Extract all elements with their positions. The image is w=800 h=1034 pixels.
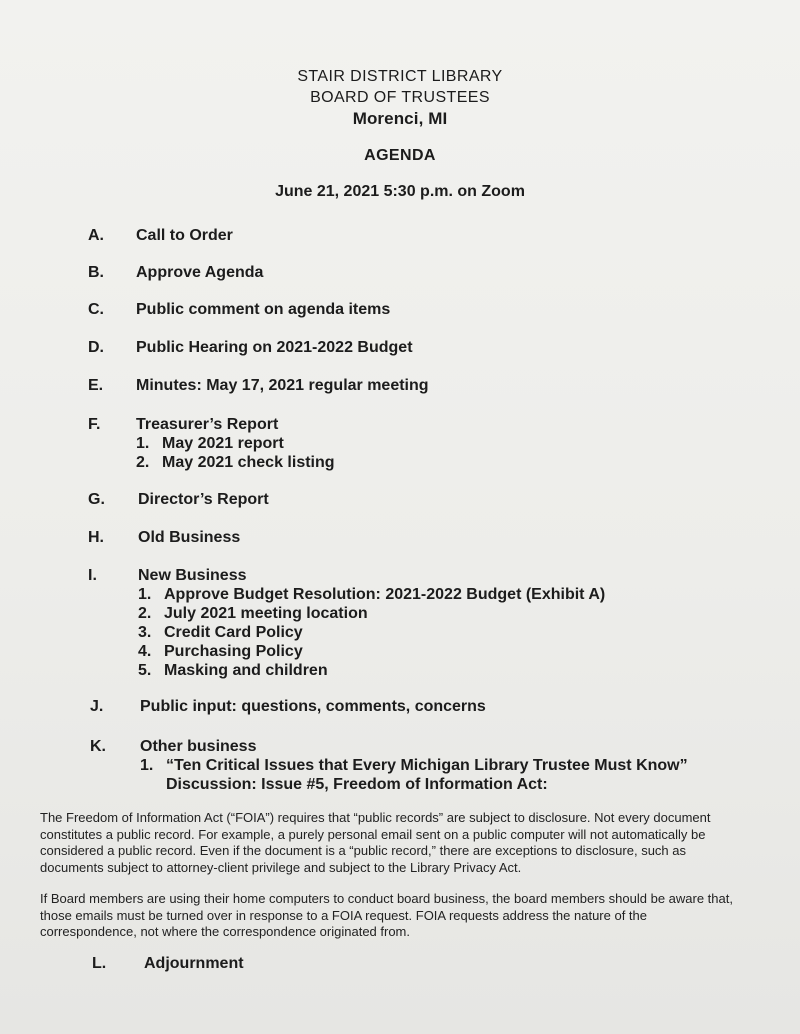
subitem bbox=[138, 623, 605, 642]
item-title: Public input: questions, comments, concerns bbox=[140, 698, 486, 715]
item-letter: J. bbox=[90, 698, 104, 715]
meeting-date: June 21, 2021 5:30 p.m. on Zoom bbox=[275, 183, 525, 200]
subitem-text-continued: Discussion: Issue #5, Freedom of Information Act: bbox=[166, 776, 548, 793]
item-letter: E. bbox=[88, 377, 104, 394]
item-letter: F. bbox=[88, 416, 101, 433]
item-title: Treasurer’s Report bbox=[136, 416, 279, 433]
item-title: Public Hearing on 2021-2022 Budget bbox=[136, 339, 413, 356]
subitem-number: 2. bbox=[138, 605, 152, 622]
subitem-text: Purchasing Policy bbox=[164, 643, 303, 660]
subitem-text: Credit Card Policy bbox=[164, 624, 303, 641]
subitem-number: 3. bbox=[138, 624, 152, 641]
foia-paragraph-2: If Board members are using their home computers to conduct board business, the board members should be aware that, those emails must be turned over in response to a FOIA request. FOIA requests address the nature of the correspondence, not where the correspondence originated from. bbox=[40, 891, 733, 939]
item-letter: L. bbox=[92, 955, 107, 972]
item-title: Approve Agenda bbox=[136, 264, 264, 281]
subitem bbox=[140, 756, 688, 794]
item-letter: C. bbox=[88, 301, 104, 318]
subitem bbox=[138, 661, 605, 680]
subitem-text: “Ten Critical Issues that Every Michigan Library Trustee Must Know” bbox=[166, 757, 688, 774]
subitem-number: 1. bbox=[140, 757, 154, 774]
subitem-number: 5. bbox=[138, 662, 152, 679]
item-title: Old Business bbox=[138, 529, 241, 546]
item-letter: K. bbox=[90, 738, 106, 755]
item-letter: B. bbox=[88, 264, 104, 281]
item-letter: H. bbox=[88, 529, 104, 546]
subitem-number: 2. bbox=[136, 454, 150, 471]
subitem-text: Approve Budget Resolution: 2021-2022 Budget (Exhibit A) bbox=[164, 586, 606, 603]
item-letter: A. bbox=[88, 227, 104, 244]
subitem-number: 1. bbox=[136, 435, 150, 452]
subitem bbox=[138, 604, 605, 623]
item-title: Adjournment bbox=[144, 955, 244, 972]
location: Morenci, MI bbox=[352, 109, 448, 128]
subitem bbox=[138, 642, 605, 661]
subitem-number: 4. bbox=[138, 643, 152, 660]
foia-paragraph-1: The Freedom of Information Act (“FOIA”) requires that “public records” are subject to disclosure. Not every document constitutes a public record. For example, a purely personal email sent on a public computer will not automatically be considered a public record. Even if the document is a “public record,” there are exceptions to disclosure, such as documents subject to attorney-client privilege and subject to the Library Privacy Act. bbox=[40, 810, 711, 875]
subitem bbox=[136, 434, 335, 453]
subitem-text: Masking and children bbox=[164, 662, 328, 679]
item-title: Director’s Report bbox=[138, 491, 269, 508]
subitem-text: May 2021 check listing bbox=[162, 454, 335, 471]
agenda-title: AGENDA bbox=[364, 147, 436, 164]
subitem bbox=[136, 453, 335, 472]
subitem-text: July 2021 meeting location bbox=[164, 605, 368, 622]
subitem bbox=[138, 585, 605, 604]
item-title: Call to Order bbox=[136, 227, 233, 244]
subitem-list bbox=[138, 585, 605, 680]
subitem-text: May 2021 report bbox=[162, 435, 284, 452]
item-title: Other business bbox=[140, 738, 257, 755]
item-title: Public comment on agenda items bbox=[136, 301, 391, 318]
item-title: New Business bbox=[138, 567, 247, 584]
library-name: STAIR DISTRICT LIBRARY bbox=[297, 68, 503, 85]
board-name: BOARD OF TRUSTEES bbox=[310, 89, 490, 106]
subitem-number: 1. bbox=[138, 586, 152, 603]
subitem-list bbox=[136, 434, 335, 472]
document-header bbox=[0, 66, 800, 129]
item-letter: I. bbox=[88, 567, 97, 584]
item-letter: G. bbox=[88, 491, 105, 508]
item-title: Minutes: May 17, 2021 regular meeting bbox=[136, 377, 429, 394]
item-letter: D. bbox=[88, 339, 104, 356]
